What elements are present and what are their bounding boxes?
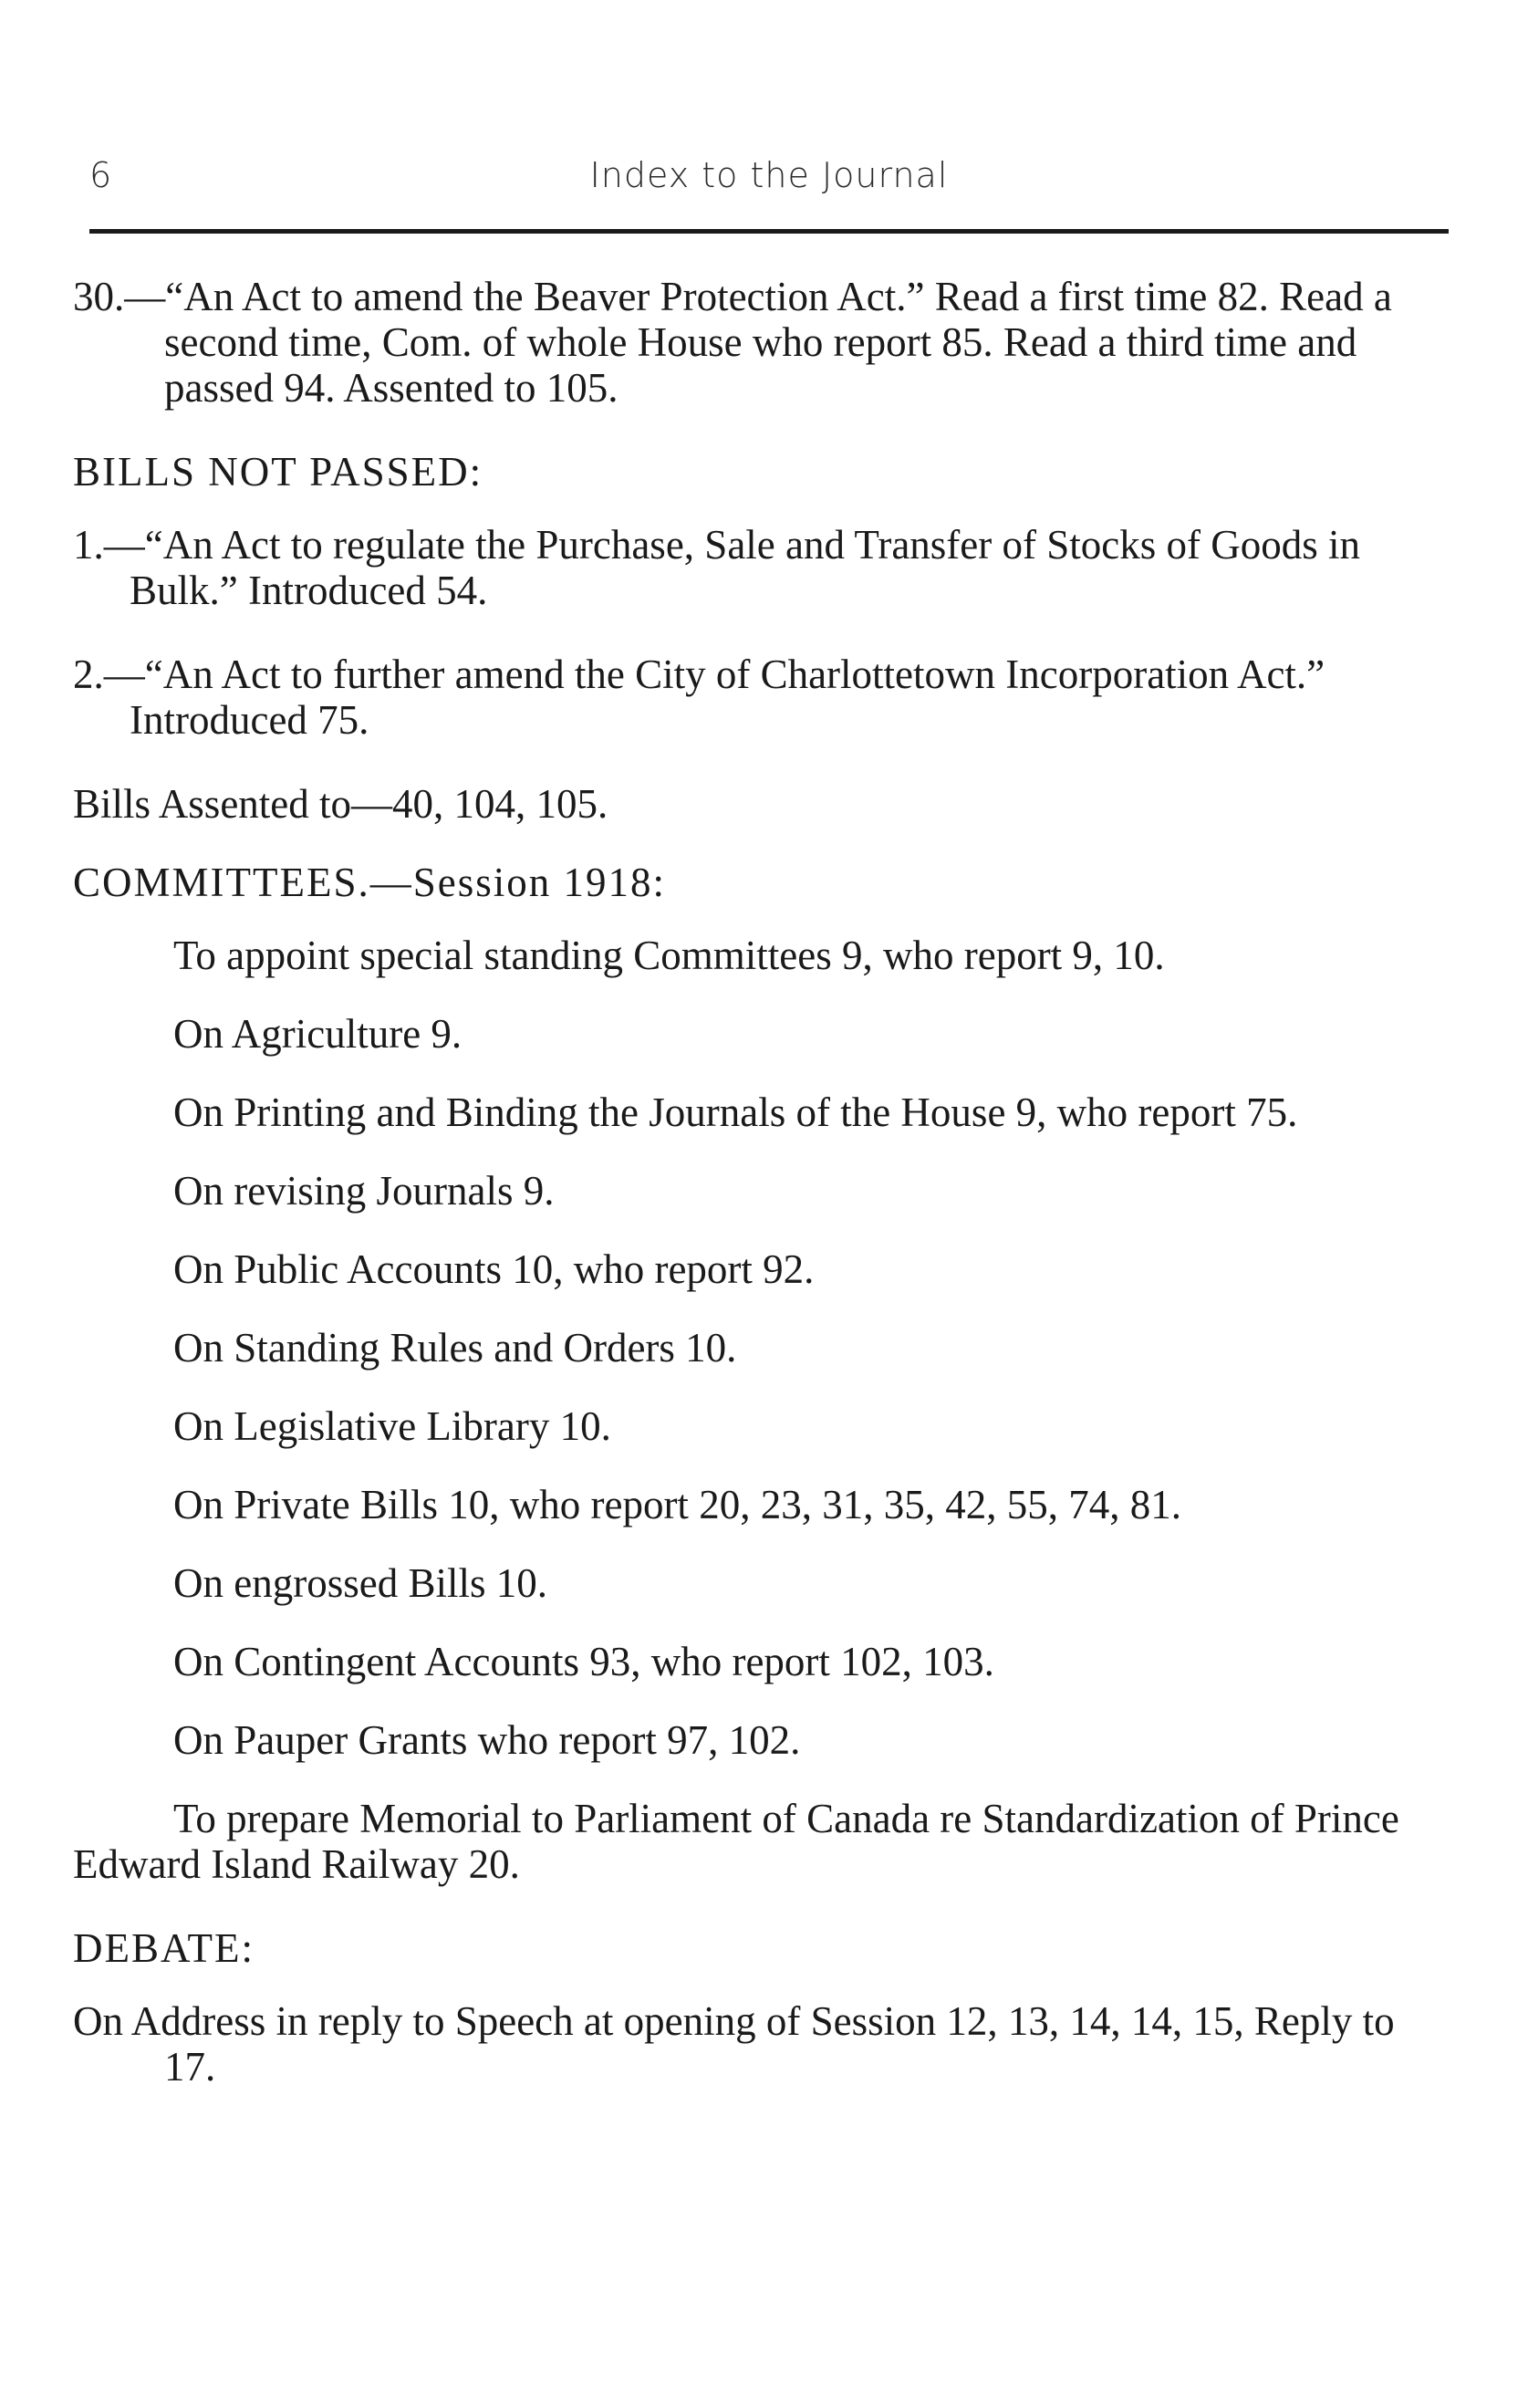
bill-entry-1: 1.—“An Act to regulate the Purchase, Sale and Transfer of Stocks of Goods in Bulk.” Introduced 54. — [73, 522, 1360, 613]
committee-entry: On Printing and Binding the Journals of the House 9, who report 75. — [173, 1089, 1298, 1135]
bills-assented-line: Bills Assented to—40, 104, 105. — [73, 781, 608, 827]
running-head: Index to the Journal — [589, 155, 949, 195]
committee-entry: On Standing Rules and Orders 10. — [173, 1325, 737, 1371]
section-heading-bills-not-passed: BILLS NOT PASSED: — [73, 449, 483, 495]
committee-entry: On Pauper Grants who report 97, 102. — [173, 1717, 801, 1763]
header-rule — [89, 229, 1449, 234]
committee-entry: To appoint special standing Committees 9, who report 9, 10. — [173, 933, 1165, 978]
committee-entry: On revising Journals 9. — [173, 1168, 555, 1214]
page-number: 6 — [89, 155, 112, 195]
bill-entry-30: 30.—“An Act to amend the Beaver Protection Act.” Read a first time 82. Read a second time, Com. of whole House who report 85. Read a third time and passed 94. Assented to 105. — [73, 274, 1392, 411]
committee-entry: On Contingent Accounts 93, who report 102, 103. — [173, 1639, 994, 1684]
section-heading-debate: DEBATE: — [73, 1925, 255, 1971]
debate-entry: On Address in reply to Speech at opening of Session 12, 13, 14, 14, 15, Reply to 17. — [73, 1998, 1395, 2090]
committee-entry: On Legislative Library 10. — [173, 1403, 611, 1449]
committee-entry: On Private Bills 10, who report 20, 23, 31, 35, 42, 55, 74, 81. — [173, 1482, 1181, 1527]
committee-entry: On engrossed Bills 10. — [173, 1560, 547, 1606]
committee-entry: On Public Accounts 10, who report 92. — [173, 1246, 815, 1292]
committee-entry: To prepare Memorial to Parliament of Canada re Standardization of Prince Edward Island Railway 20. — [73, 1796, 1399, 1887]
bill-entry-2: 2.—“An Act to further amend the City of Charlottetown Incorporation Act.” Introduced 75. — [73, 652, 1325, 743]
page-header — [89, 155, 1449, 210]
index-content — [73, 274, 1455, 2090]
committee-entry: On Agriculture 9. — [173, 1011, 463, 1057]
section-heading-committees: COMMITTEES.—Session 1918: — [73, 860, 667, 905]
